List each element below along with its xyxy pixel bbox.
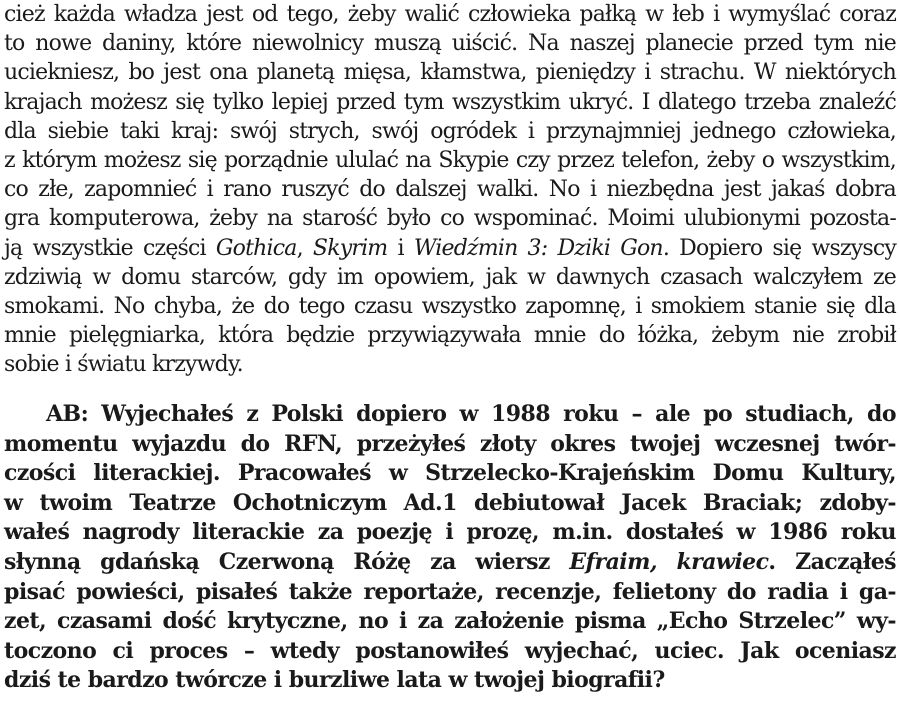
- text-line: [4, 29, 896, 58]
- text-line: [4, 146, 896, 175]
- text-line: [4, 204, 896, 233]
- text-segment: ,: [296, 235, 313, 261]
- text-segment: i: [387, 235, 414, 261]
- text-line: [4, 666, 896, 696]
- text-segment: mnie pielęgniarka, która będzie przywiązywała mnie do łóżka, żebym nie zrobił: [4, 323, 896, 349]
- text-line: [4, 350, 896, 379]
- text-segment: w twoim Teatrze Ochotniczym Ad.1 debiutował Jacek Braciak; zdoby-: [4, 489, 896, 516]
- text-segment: dla siebie taki kraj: swój strych, swój ogródek i przynajmniej jednego człowieka,: [4, 118, 896, 144]
- text-line: [4, 607, 896, 637]
- text-line: [4, 58, 896, 87]
- text-line: [4, 292, 896, 321]
- text-segment: toczono ci proces – wtedy postanowiłeś wyjechać, uciec. Jak oceniasz: [4, 637, 896, 664]
- text-segment: sobie i światu krzywdy.: [4, 352, 243, 378]
- answer-paragraph: [4, 0, 896, 379]
- text-line: [4, 117, 896, 146]
- question-paragraph: [4, 400, 896, 696]
- text-line: [4, 518, 896, 548]
- text-line: [4, 548, 896, 578]
- text-line: [4, 459, 896, 489]
- text-segment: cież każda władza jest od tego, żeby walić człowieka pałką w łeb i wymyślać coraz: [4, 2, 896, 27]
- text-segment: dziś te bardzo twórcze i burzliwe lata w twojej biografii?: [4, 667, 665, 694]
- text-line: [4, 489, 896, 519]
- text-segment: to nowe daniny, które niewolnicy muszą uiścić. Na naszej planecie przed tym nie: [4, 31, 896, 57]
- text-line: [4, 400, 896, 430]
- text-line: [4, 234, 896, 263]
- text-segment: . Zacząłeś: [768, 548, 896, 575]
- text-segment: czości literackiej. Pracowałeś w Strzelecko-Krajeńskim Domu Kultury,: [4, 460, 896, 487]
- text-segment: krajach możesz się tylko lepiej przed tym wszystkim ukryć. I dlatego trzeba znaleźć: [4, 89, 896, 115]
- text-line: [4, 175, 896, 204]
- italic-title: Wiedźmin 3: Dziki Gon: [413, 235, 663, 261]
- text-segment: słynną gdańską Czerwoną Różę za wiersz: [4, 548, 570, 575]
- text-line: [4, 321, 896, 350]
- italic-title: Gothica: [215, 235, 297, 261]
- text-segment: pisać powieści, pisałeś także reportaże, recenzje, felietony do radia i ga-: [4, 578, 896, 605]
- text-line: [4, 0, 896, 29]
- text-segment: AB: Wyjechałeś z Polski dopiero w 1988 roku – ale po studiach, do: [46, 401, 896, 427]
- text-segment: zet, czasami dość krytyczne, no i za założenie pisma „Echo Strzelec” wy-: [4, 608, 896, 635]
- text-line: [4, 263, 896, 292]
- text-segment: gra komputerowa, żeby na starość było co wspominać. Moimi ulubionymi pozosta-: [4, 206, 896, 232]
- italic-title: Efraim, krawiec: [569, 548, 769, 575]
- italic-title: Skyrim: [312, 235, 388, 261]
- text-segment: smokami. No chyba, że do tego czasu wszystko zapomnę, i smokiem stanie się dla: [4, 293, 896, 319]
- text-segment: z którym możesz się porządnie ululać na Skypie czy przez telefon, żeby o wszystkim,: [4, 147, 896, 173]
- text-segment: . Dopiero się wszyscy: [662, 235, 897, 261]
- text-line: [4, 88, 896, 117]
- text-line: [4, 637, 896, 667]
- text-segment: momentu wyjazdu do RFN, przeżyłeś złoty okres twojej wczesnej twór-: [4, 430, 896, 457]
- text-segment: co złe, zapomnieć i rano ruszyć do dalszej walki. No i niezbędna jest jakaś dobra: [4, 177, 896, 203]
- text-segment: zdziwią w domu starców, gdy im opowiem, jak w dawnych czasach walczyłem ze: [4, 264, 896, 290]
- text-line: [4, 430, 896, 460]
- text-segment: ją wszystkie części: [4, 235, 216, 261]
- text-segment: uciekniesz, bo jest ona planetą mięsa, kłamstwa, pieniędzy i strachu. W niektórych: [4, 60, 896, 86]
- text-segment: wałeś nagrody literackie za poezję i prozę, m.in. dostałeś w 1986 roku: [4, 519, 896, 546]
- text-line: [4, 578, 896, 608]
